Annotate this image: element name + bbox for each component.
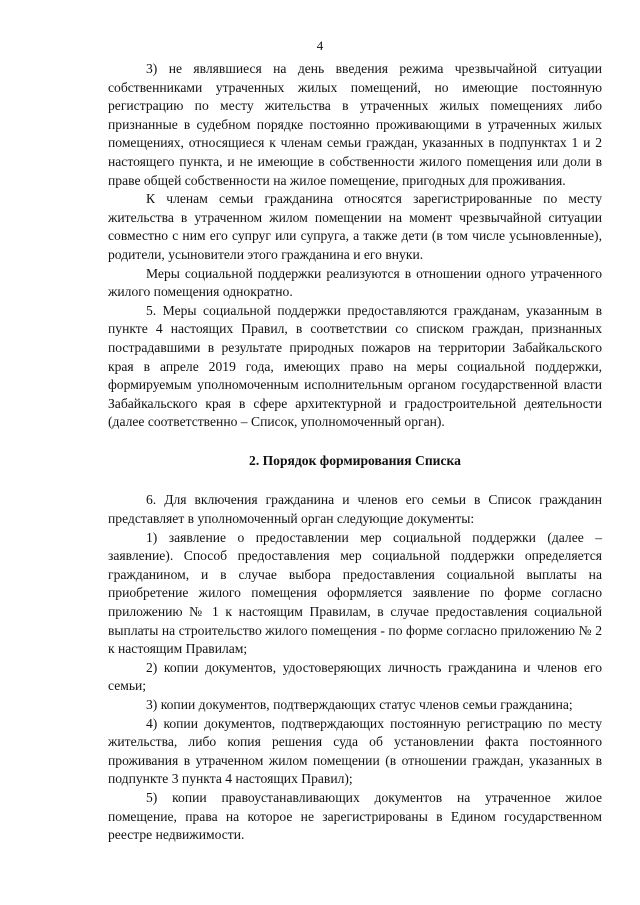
paragraph-family-members: К членам семьи гражданина относятся зарегистрированные по месту жительства в утраченном жилом помещении на момент чрезвычайной ситуации совместно с ним его супруг или супруга, а также дети (в том числе усыновленные), родители, усыновители этого гражданина и его внуки. (108, 191, 602, 262)
list-item-5: 5) копии правоустанавливающих документов на утраченное жилое помещение, права на которое не зарегистрированы в Едином государственном реестре недвижимости. (108, 789, 602, 843)
list-item-1: 1) заявление о предоставлении мер социальной поддержки (далее – заявление). Способ предоставления мер социальной поддержки определяется гражданином, и в случае выбора предоставления социальной выплаты на приобретение жилого помещения оформляется заявление по форме согласно приложению № 1 к настоящим Правилам, в случае предоставления социальной выплаты на строительство жилого помещения - по форме согласно приложению № 2 к настоящим Правилам; (108, 529, 602, 657)
paragraph-item-5: 5. Меры социальной поддержки предоставляются гражданам, указанным в пункте 4 настоящих Правил, в соответствии со списком граждан, признанных пострадавшими в результате природных пожаров на территории Забайкальского края в апреле 2019 года, имеющих право на меры социальной поддержки, формируемым уполномоченным исполнительным органом государственной власти Забайкальского края в сфере архитектурной и градостроительной деятельности (далее соответственно – Список, уполномоченный орган). (108, 302, 602, 430)
list-item-4: 4) копии документов, подтверждающих постоянную регистрацию по месту жительства, либо копия решения суда об установлении факта постоянного проживания в утраченном жилом помещении (в отношении граждан, указанных в подпункте 3 пункта 4 настоящих Правил); (108, 715, 602, 787)
paragraph-once-only: Меры социальной поддержки реализуются в отношении одного утраченного жилого помещения однократно. (108, 265, 602, 300)
list-item-2: 2) копии документов, удостоверяющих личность гражданина и членов его семьи; (108, 659, 602, 694)
paragraph-item-3: 3) не являвшиеся на день введения режима чрезвычайной ситуации собственниками утраченных жилых помещений, но имеющие постоянную регистрацию по месту жительства в утраченных жилых помещениях либо признанные в судебном порядке постоянно проживающими в утраченных жилых помещениях, относящиеся к членам семьи граждан, указанных в подпунктах 1 и 2 настоящего пункта, и не имеющие в собственности жилого помещения или доли в праве общей собственности на жилое помещение, пригодных для проживания. (108, 61, 602, 188)
paragraph-item-6: 6. Для включения гражданина и членов его семьи в Список гражданин представляет в уполномоченный орган следующие документы: (108, 492, 602, 527)
page-number: 4 (316, 38, 324, 53)
document-body (108, 60, 602, 845)
list-item-3: 3) копии документов, подтверждающих статус членов семьи гражданина; (146, 697, 573, 712)
section-heading: 2. Порядок формирования Списка (249, 452, 461, 468)
